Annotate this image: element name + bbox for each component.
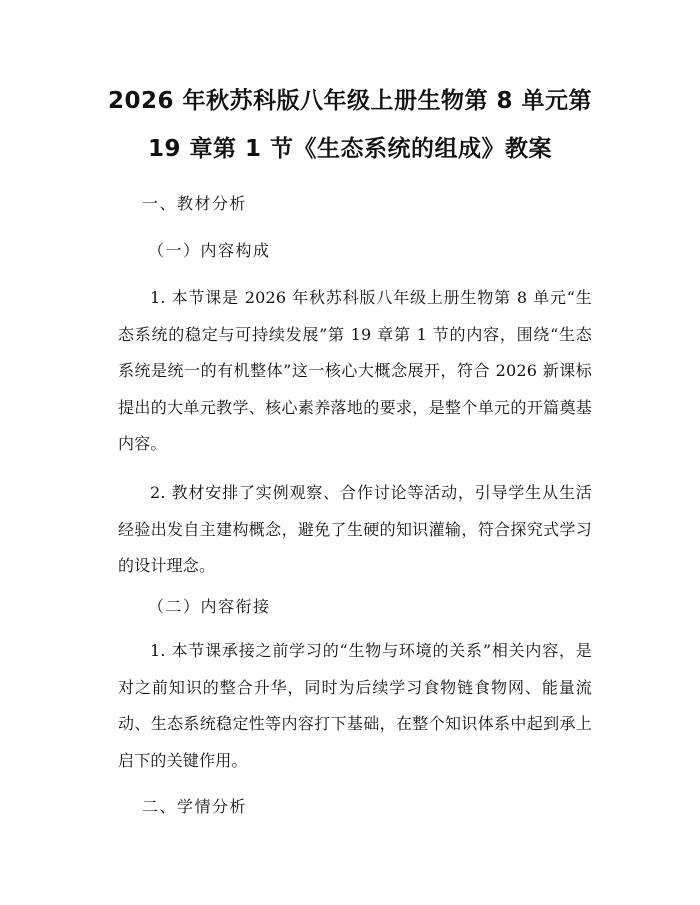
subsection-heading-content-connection: （二）内容衔接	[148, 597, 271, 616]
paragraph-content-composition-2: 2. 教材安排了实例观察、合作讨论等活动，引导学生从生活经验出发自主建构概念，避免了生硬的知识灌输，符合探究式学习的设计理念。	[118, 483, 592, 575]
section-heading-learner-analysis: 二、学情分析	[142, 797, 248, 816]
section-heading-textbook-analysis: 一、教材分析	[142, 194, 248, 213]
paragraph-content-connection-1: 1. 本节课承接之前学习的“生物与环境的关系”相关内容，是对之前知识的整合升华，同时为后续学习食物链食物网、能量流动、生态系统稳定性等内容打下基础，在整个知识体系中起到承上启下的关键作用。	[118, 641, 592, 770]
document-title-line-1: 2026 年秋苏科版八年级上册生物第 8 单元第	[107, 88, 593, 114]
paragraph-content-composition-1: 1. 本节课是 2026 年秋苏科版八年级上册生物第 8 单元“生态系统的稳定与可持续发展”第 19 章第 1 节的内容，围绕“生态系统是统一的有机整体”这一核心大概念展开，符合 2026 新课标提出的大单元教学、核心素养落地的要求，是整个单元的开篇奠基内容。	[118, 288, 592, 453]
subsection-heading-content-composition: （一）内容构成	[148, 241, 271, 260]
document-title-line-2: 19 章第 1 节《生态系统的组成》教案	[147, 136, 553, 162]
